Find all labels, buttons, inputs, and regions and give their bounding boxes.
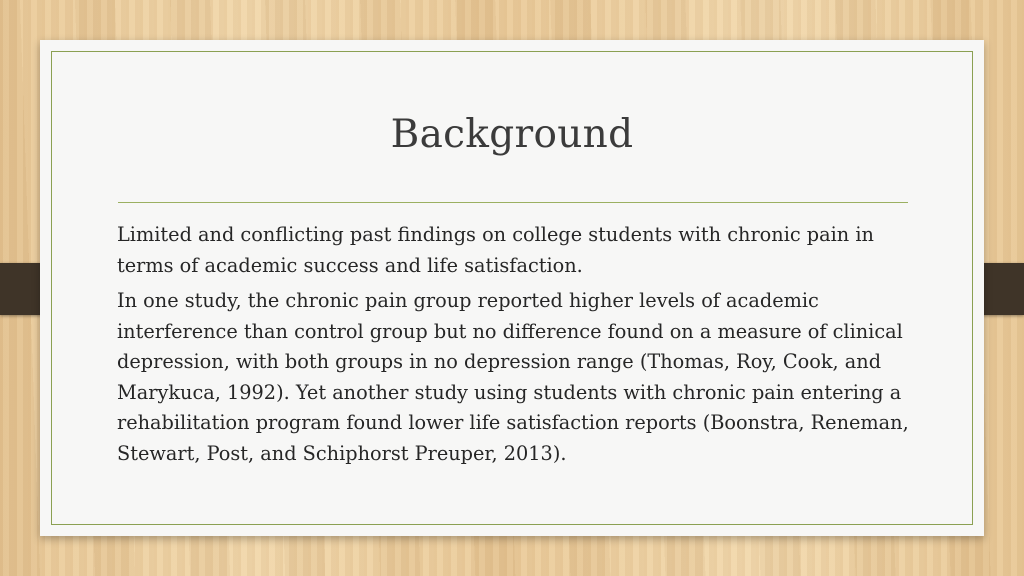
slide-card	[40, 40, 984, 536]
slide-body	[117, 220, 917, 474]
body-paragraph-1: Limited and conflicting past findings on college students with chronic pain in terms of academic success and life satisfaction.	[117, 223, 874, 277]
title-divider	[118, 202, 908, 203]
slide-title: Background	[390, 112, 634, 157]
body-paragraph-2: In one study, the chronic pain group reported higher levels of academic interference than control group but no difference found on a measure of clinical depression, with both groups in no depression range (Thomas, Roy, Cook, and Marykuca, 1992). Yet another study using students with chronic pain entering a rehabilitation program found lower life satisfaction reports (Boonstra, Reneman, Stewart, Post, and Schiphorst Preuper, 2013).	[117, 289, 909, 465]
